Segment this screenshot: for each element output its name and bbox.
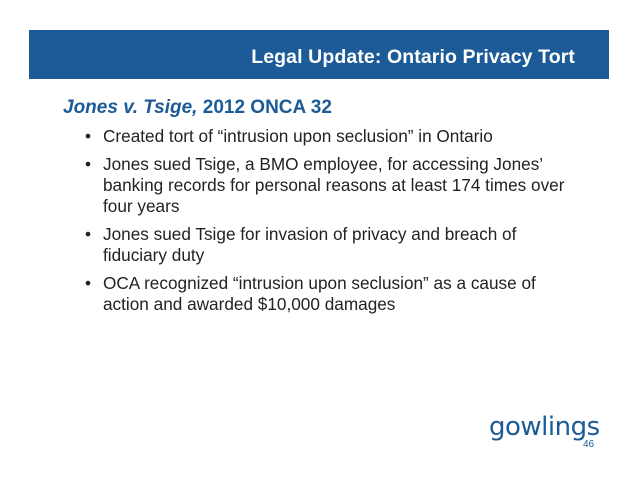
- bullet-text: Created tort of “intrusion upon seclusion” in Ontario: [103, 126, 493, 146]
- list-item: [85, 273, 585, 315]
- case-name: Jones v. Tsige,: [63, 97, 198, 118]
- bullet-text: Jones sued Tsige for invasion of privacy and breach of fiduciary duty: [103, 224, 517, 265]
- bullet-icon: •: [85, 273, 92, 293]
- bullet-icon: •: [85, 224, 92, 244]
- gowlings-logo: gowlings: [489, 412, 600, 442]
- bullet-list: [85, 126, 585, 322]
- page-number: 46: [583, 439, 595, 450]
- slide-title: Legal Update: Ontario Privacy Tort: [251, 46, 575, 68]
- case-heading: [63, 97, 332, 119]
- list-item: [85, 224, 585, 266]
- bullet-text: OCA recognized “intrusion upon seclusion” as a cause of action and awarded $10,000 damages: [103, 273, 536, 314]
- bullet-icon: •: [85, 154, 92, 174]
- title-bar: [29, 30, 609, 79]
- list-item: [85, 126, 585, 147]
- bullet-icon: •: [85, 126, 92, 146]
- bullet-text: Jones sued Tsige, a BMO employee, for accessing Jones’ banking records for personal reasons at least 174 times over four years: [103, 154, 565, 216]
- case-citation: 2012 ONCA 32: [197, 97, 332, 118]
- list-item: [85, 154, 585, 217]
